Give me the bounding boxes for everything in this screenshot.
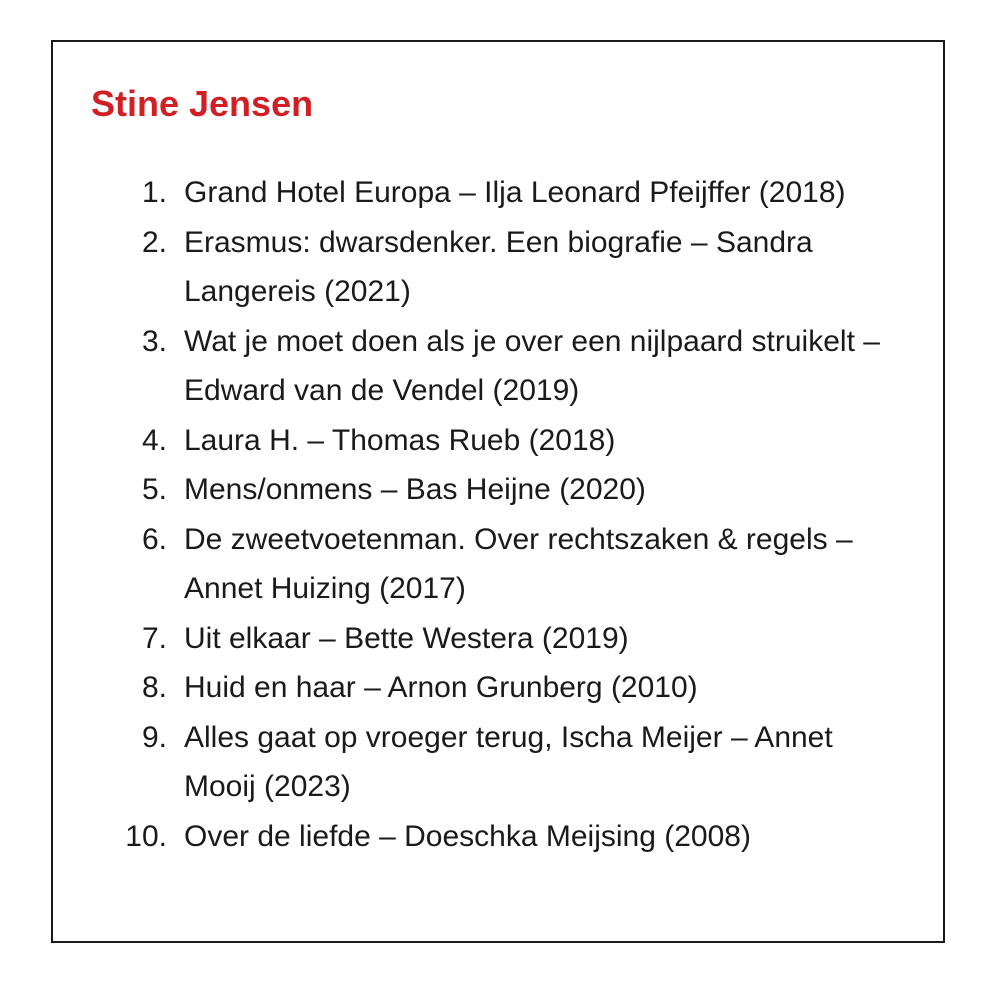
item-number: 2. [141, 225, 167, 259]
item-text: Over de liefde – Doeschka Meijsing (2008) [184, 819, 751, 853]
item-number: 6. [141, 522, 167, 556]
item-number: 9. [141, 720, 167, 754]
item-text: Grand Hotel Europa – Ilja Leonard Pfeijffer (2018) [184, 176, 846, 209]
list-item [53, 317, 903, 416]
item-text: Mens/onmens – Bas Heijne (2020) [184, 473, 646, 506]
item-number: 3. [141, 324, 167, 358]
item-text: Huid en haar – Arnon Grunberg (2010) [184, 671, 698, 704]
item-text: De zweetvoetenman. Over rechtszaken & regels – Annet Huizing (2017) [184, 522, 853, 605]
item-text: Alles gaat op vroeger terug, Ischa Meijer – Annet Mooij (2023) [184, 720, 833, 803]
list-item [53, 812, 903, 862]
list-item [53, 663, 903, 713]
list-item [53, 614, 903, 664]
item-number: 5. [141, 473, 167, 506]
list-item [53, 416, 903, 466]
item-text: Wat je moet doen als je over een nijlpaard struikelt – Edward van de Vendel (2019) [184, 324, 880, 407]
list-item [53, 168, 903, 218]
book-list-box [51, 40, 945, 943]
list-item [53, 713, 903, 812]
item-text: Uit elkaar – Bette Westera (2019) [184, 621, 629, 655]
item-number: 7. [141, 621, 167, 655]
list-item [53, 465, 903, 515]
list-item [53, 515, 903, 614]
book-list [53, 168, 903, 861]
item-number: 8. [141, 671, 167, 704]
item-text: Laura H. – Thomas Rueb (2018) [184, 423, 616, 457]
item-number: 1. [141, 176, 167, 209]
item-text: Erasmus: dwarsdenker. Een biografie – Sandra Langereis (2021) [184, 225, 813, 308]
item-number: 10. [125, 819, 167, 853]
item-number: 4. [141, 423, 167, 457]
list-heading: Stine Jensen [91, 83, 314, 124]
list-item [53, 218, 903, 317]
